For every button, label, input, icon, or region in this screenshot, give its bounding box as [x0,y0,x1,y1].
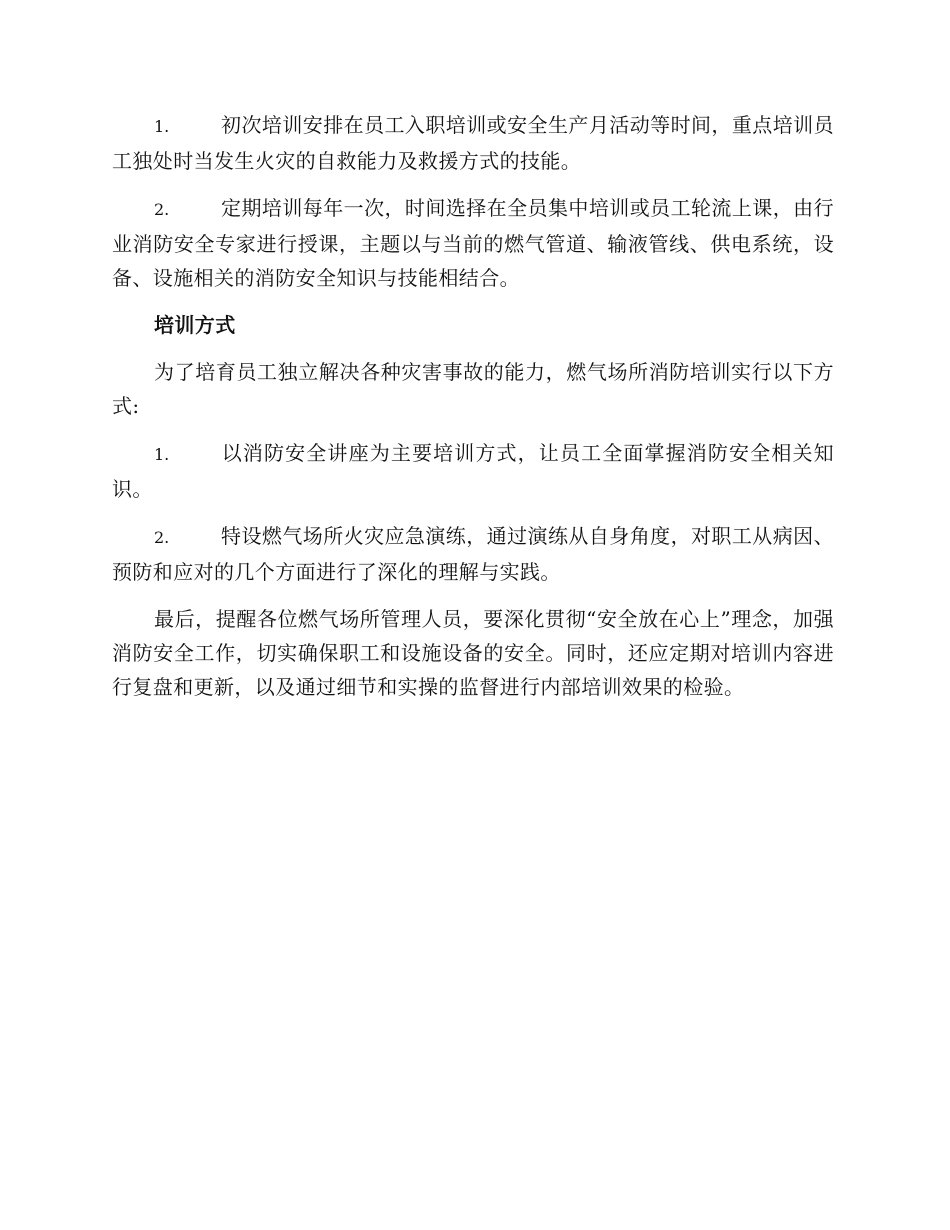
list-item-number: 1. [154,445,170,464]
list-item [112,519,834,589]
list-item-text: 特设燃气场所火灾应急演练，通过演练从自身角度，对职工从病因、预防和应对的几个方面进行了深化的理解与实践。 [112,524,834,584]
list-item [112,108,834,178]
list-item-text: 初次培训安排在员工入职培训或安全生产月活动等时间，重点培训员工独处时当发生火灾的自救能力及救援方式的技能。 [112,113,834,173]
list-item [112,191,834,295]
list-item-text: 定期培训每年一次，时间选择在全员集中培训或员工轮流上课，由行业消防安全专家进行授课，主题以与当前的燃气管道、输液管线、供电系统，设备、设施相关的消防安全知识与技能相结合。 [112,196,834,290]
section-heading: 培训方式 [154,313,236,337]
intro-paragraph: 为了培育员工独立解决各种灾害事故的能力，燃气场所消防培训实行以下方式: [112,360,834,418]
list-item-text: 以消防安全讲座为主要培训方式，让员工全面掌握消防安全相关知识。 [112,441,834,501]
closing-paragraph: 最后，提醒各位燃气场所管理人员，要深化贯彻“安全放在心上”理念，加强消防安全工作，切实确保职工和设施设备的安全。同时，还应定期对培训内容进行复盘和更新，以及通过细节和实操的监督进行内部培训效果的检验。 [112,607,834,699]
list-item [112,436,834,506]
list-item-number: 2. [154,528,170,547]
document-page [112,108,834,704]
list-item-number: 2. [154,200,170,219]
list-item-number: 1. [154,117,170,136]
